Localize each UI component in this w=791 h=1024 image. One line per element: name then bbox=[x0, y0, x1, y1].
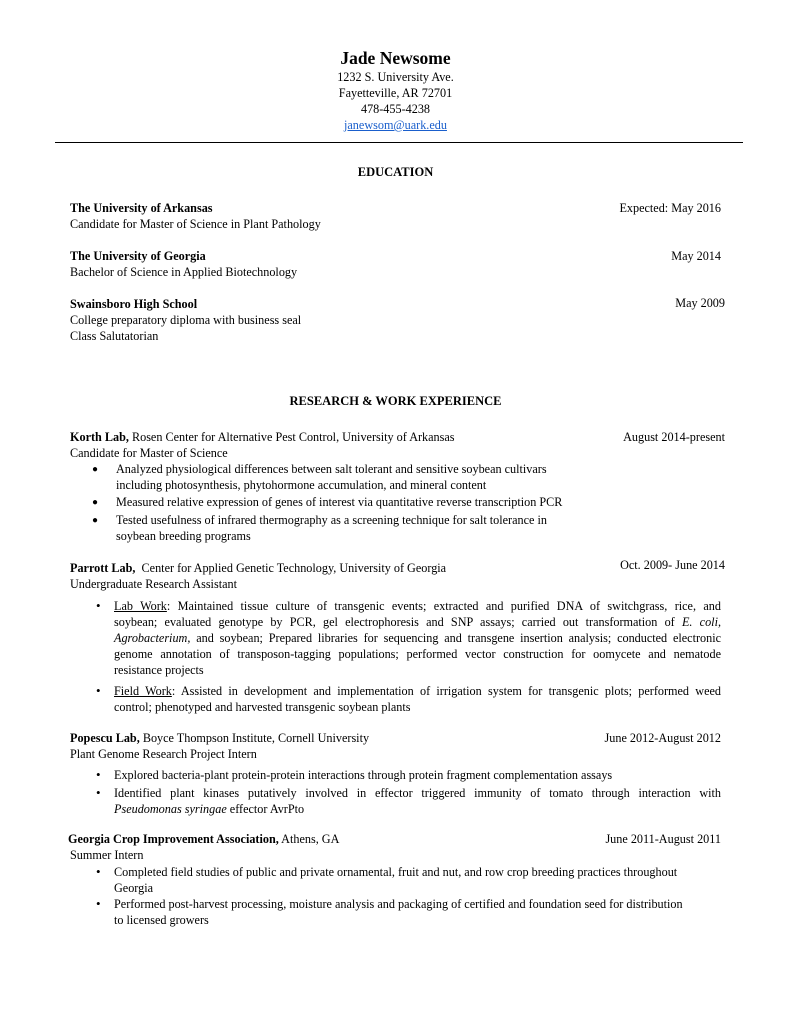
education-degree-3: College preparatory diploma with business seal bbox=[70, 313, 302, 327]
field-work-label: Field Work bbox=[114, 684, 172, 698]
parrott-place: Center for Applied Genetic Technology, University of Georgia bbox=[135, 561, 447, 575]
popescu-bullet-2-line-1: Identified plant kinases putatively involved in effector triggered immunity of tomato through interaction with bbox=[114, 786, 721, 800]
bullet-icon: ● bbox=[92, 464, 99, 475]
education-honor-3: Class Salutatorian bbox=[70, 329, 159, 343]
gcia-bullet-1-line-2: Georgia bbox=[114, 881, 154, 895]
bullet-icon: • bbox=[96, 864, 101, 879]
parrott-date: Oct. 2009- June 2014 bbox=[620, 558, 725, 572]
bullet-icon: ● bbox=[92, 515, 99, 526]
popescu-bullet-2-line-2 bbox=[114, 801, 304, 817]
education-date-2: May 2014 bbox=[671, 249, 721, 263]
email-line bbox=[0, 117, 791, 133]
popescu-date: June 2012-August 2012 bbox=[604, 731, 721, 745]
bullet-icon: ● bbox=[92, 497, 99, 508]
korth-date: August 2014-present bbox=[623, 430, 725, 444]
parrott-field-work-line-1 bbox=[114, 683, 721, 699]
address-line-1: 1232 S. University Ave. bbox=[337, 70, 454, 84]
field-work-text: : Assisted in development and implementation of irrigation system for transgenic plots; performed weed bbox=[171, 684, 722, 698]
popescu-lab-name: Popescu Lab, bbox=[70, 731, 140, 745]
gcia-bullet-2-line-2: to licensed growers bbox=[114, 913, 209, 927]
education-degree-2: Bachelor of Science in Applied Biotechnology bbox=[70, 265, 298, 279]
lab-work-italic: E. coli, bbox=[681, 615, 721, 629]
korth-bullet-1-line-2: including photosynthesis, phytohormone accumulation, and mineral content bbox=[116, 478, 487, 492]
parrott-field-work-line-2: control; phenotyped and harvested transgenic soybean plants bbox=[114, 700, 411, 714]
korth-bullet-3-line-1: Tested usefulness of infrared thermography as a screening technique for salt tolerance in bbox=[116, 513, 547, 527]
gcia-bullet-2-line-1: Performed post-harvest processing, moisture analysis and packaging of certified and foundation seed for distribution bbox=[114, 897, 683, 911]
email-link[interactable]: janewsom@uark.edu bbox=[344, 118, 447, 132]
bullet-icon: • bbox=[96, 598, 101, 613]
gcia-place: Athens, GA bbox=[278, 832, 340, 846]
parrott-lab-work-line-2 bbox=[114, 614, 721, 630]
parrott-lab-work-line-3 bbox=[114, 630, 721, 646]
address-line-2: Fayetteville, AR 72701 bbox=[338, 86, 453, 100]
bullet-icon: • bbox=[96, 767, 101, 782]
bullet-icon: • bbox=[96, 896, 101, 911]
lab-work-label: Lab Work bbox=[114, 599, 167, 613]
gcia-bullet-1-line-1: Completed field studies of public and private ornamental, fruit and nut, and row crop breeding practices throughout bbox=[114, 865, 678, 879]
education-school-3: Swainsboro High School bbox=[70, 297, 198, 311]
parrott-title bbox=[70, 560, 446, 576]
parrott-lab-work-line-5: resistance projects bbox=[114, 663, 204, 677]
korth-bullet-1-line-1: Analyzed physiological differences between salt tolerant and sensitive soybean cultivars bbox=[116, 462, 547, 476]
lab-work-text: soybean; evaluated genotype by PCR, gel electrophoresis and SNP assays; carried out transformation of bbox=[114, 615, 682, 629]
education-school-1: The University of Arkansas bbox=[70, 201, 213, 215]
gcia-org-name: Georgia Crop Improvement Association, bbox=[68, 832, 279, 846]
parrott-role: Undergraduate Research Assistant bbox=[70, 577, 237, 591]
popescu-role: Plant Genome Research Project Intern bbox=[70, 747, 257, 761]
lab-work-text: : Maintained tissue culture of transgenic events; extracted and purified DNA of switchgrass, rice, and bbox=[166, 599, 721, 613]
lab-work-italic: Agrobacterium, bbox=[114, 631, 191, 645]
header-divider bbox=[55, 142, 743, 143]
popescu-place: Boyce Thompson Institute, Cornell University bbox=[139, 731, 370, 745]
education-school-2: The University of Georgia bbox=[70, 249, 206, 263]
bullet-icon: • bbox=[96, 683, 101, 698]
gcia-title bbox=[68, 831, 339, 847]
parrott-lab-name: Parrott Lab, bbox=[70, 561, 136, 575]
parrott-lab-work-line-1 bbox=[114, 598, 721, 614]
korth-bullet-3-line-2: soybean breeding programs bbox=[116, 529, 251, 543]
popescu-title bbox=[70, 730, 369, 746]
education-degree-1: Candidate for Master of Science in Plant Pathology bbox=[70, 217, 321, 231]
korth-place: Rosen Center for Alternative Pest Control, University of Arkansas bbox=[128, 430, 455, 444]
experience-heading: RESEARCH & WORK EXPERIENCE bbox=[289, 394, 502, 408]
korth-role: Candidate for Master of Science bbox=[70, 446, 228, 460]
popescu-bullet-1: Explored bacteria-plant protein-protein interactions through protein fragment complementation assays bbox=[114, 768, 613, 782]
education-heading: EDUCATION bbox=[357, 165, 434, 179]
korth-title bbox=[70, 429, 455, 445]
gcia-role: Summer Intern bbox=[70, 848, 144, 862]
lab-work-text: and soybean; Prepared libraries for sequencing and transgene insertion analysis; conducted electronic bbox=[190, 631, 721, 645]
bullet-icon: • bbox=[96, 785, 101, 800]
parrott-lab-work-line-4: genome annotation of transposon-tagging populations; performed vector construction for oomycete and nematode bbox=[114, 647, 721, 661]
applicant-name: Jade Newsome bbox=[340, 48, 451, 68]
korth-lab-name: Korth Lab, bbox=[70, 430, 129, 444]
pathogen-name: Pseudomonas syringae bbox=[114, 802, 227, 816]
gcia-date: June 2011-August 2011 bbox=[605, 832, 721, 846]
phone-number: 478-455-4238 bbox=[360, 102, 431, 116]
popescu-bullet-2-text: effector AvrPto bbox=[226, 802, 305, 816]
education-date-1: Expected: May 2016 bbox=[619, 201, 721, 215]
korth-bullet-2: Measured relative expression of genes of interest via quantitative reverse transcription PCR bbox=[116, 495, 563, 509]
education-date-3: May 2009 bbox=[675, 296, 725, 310]
